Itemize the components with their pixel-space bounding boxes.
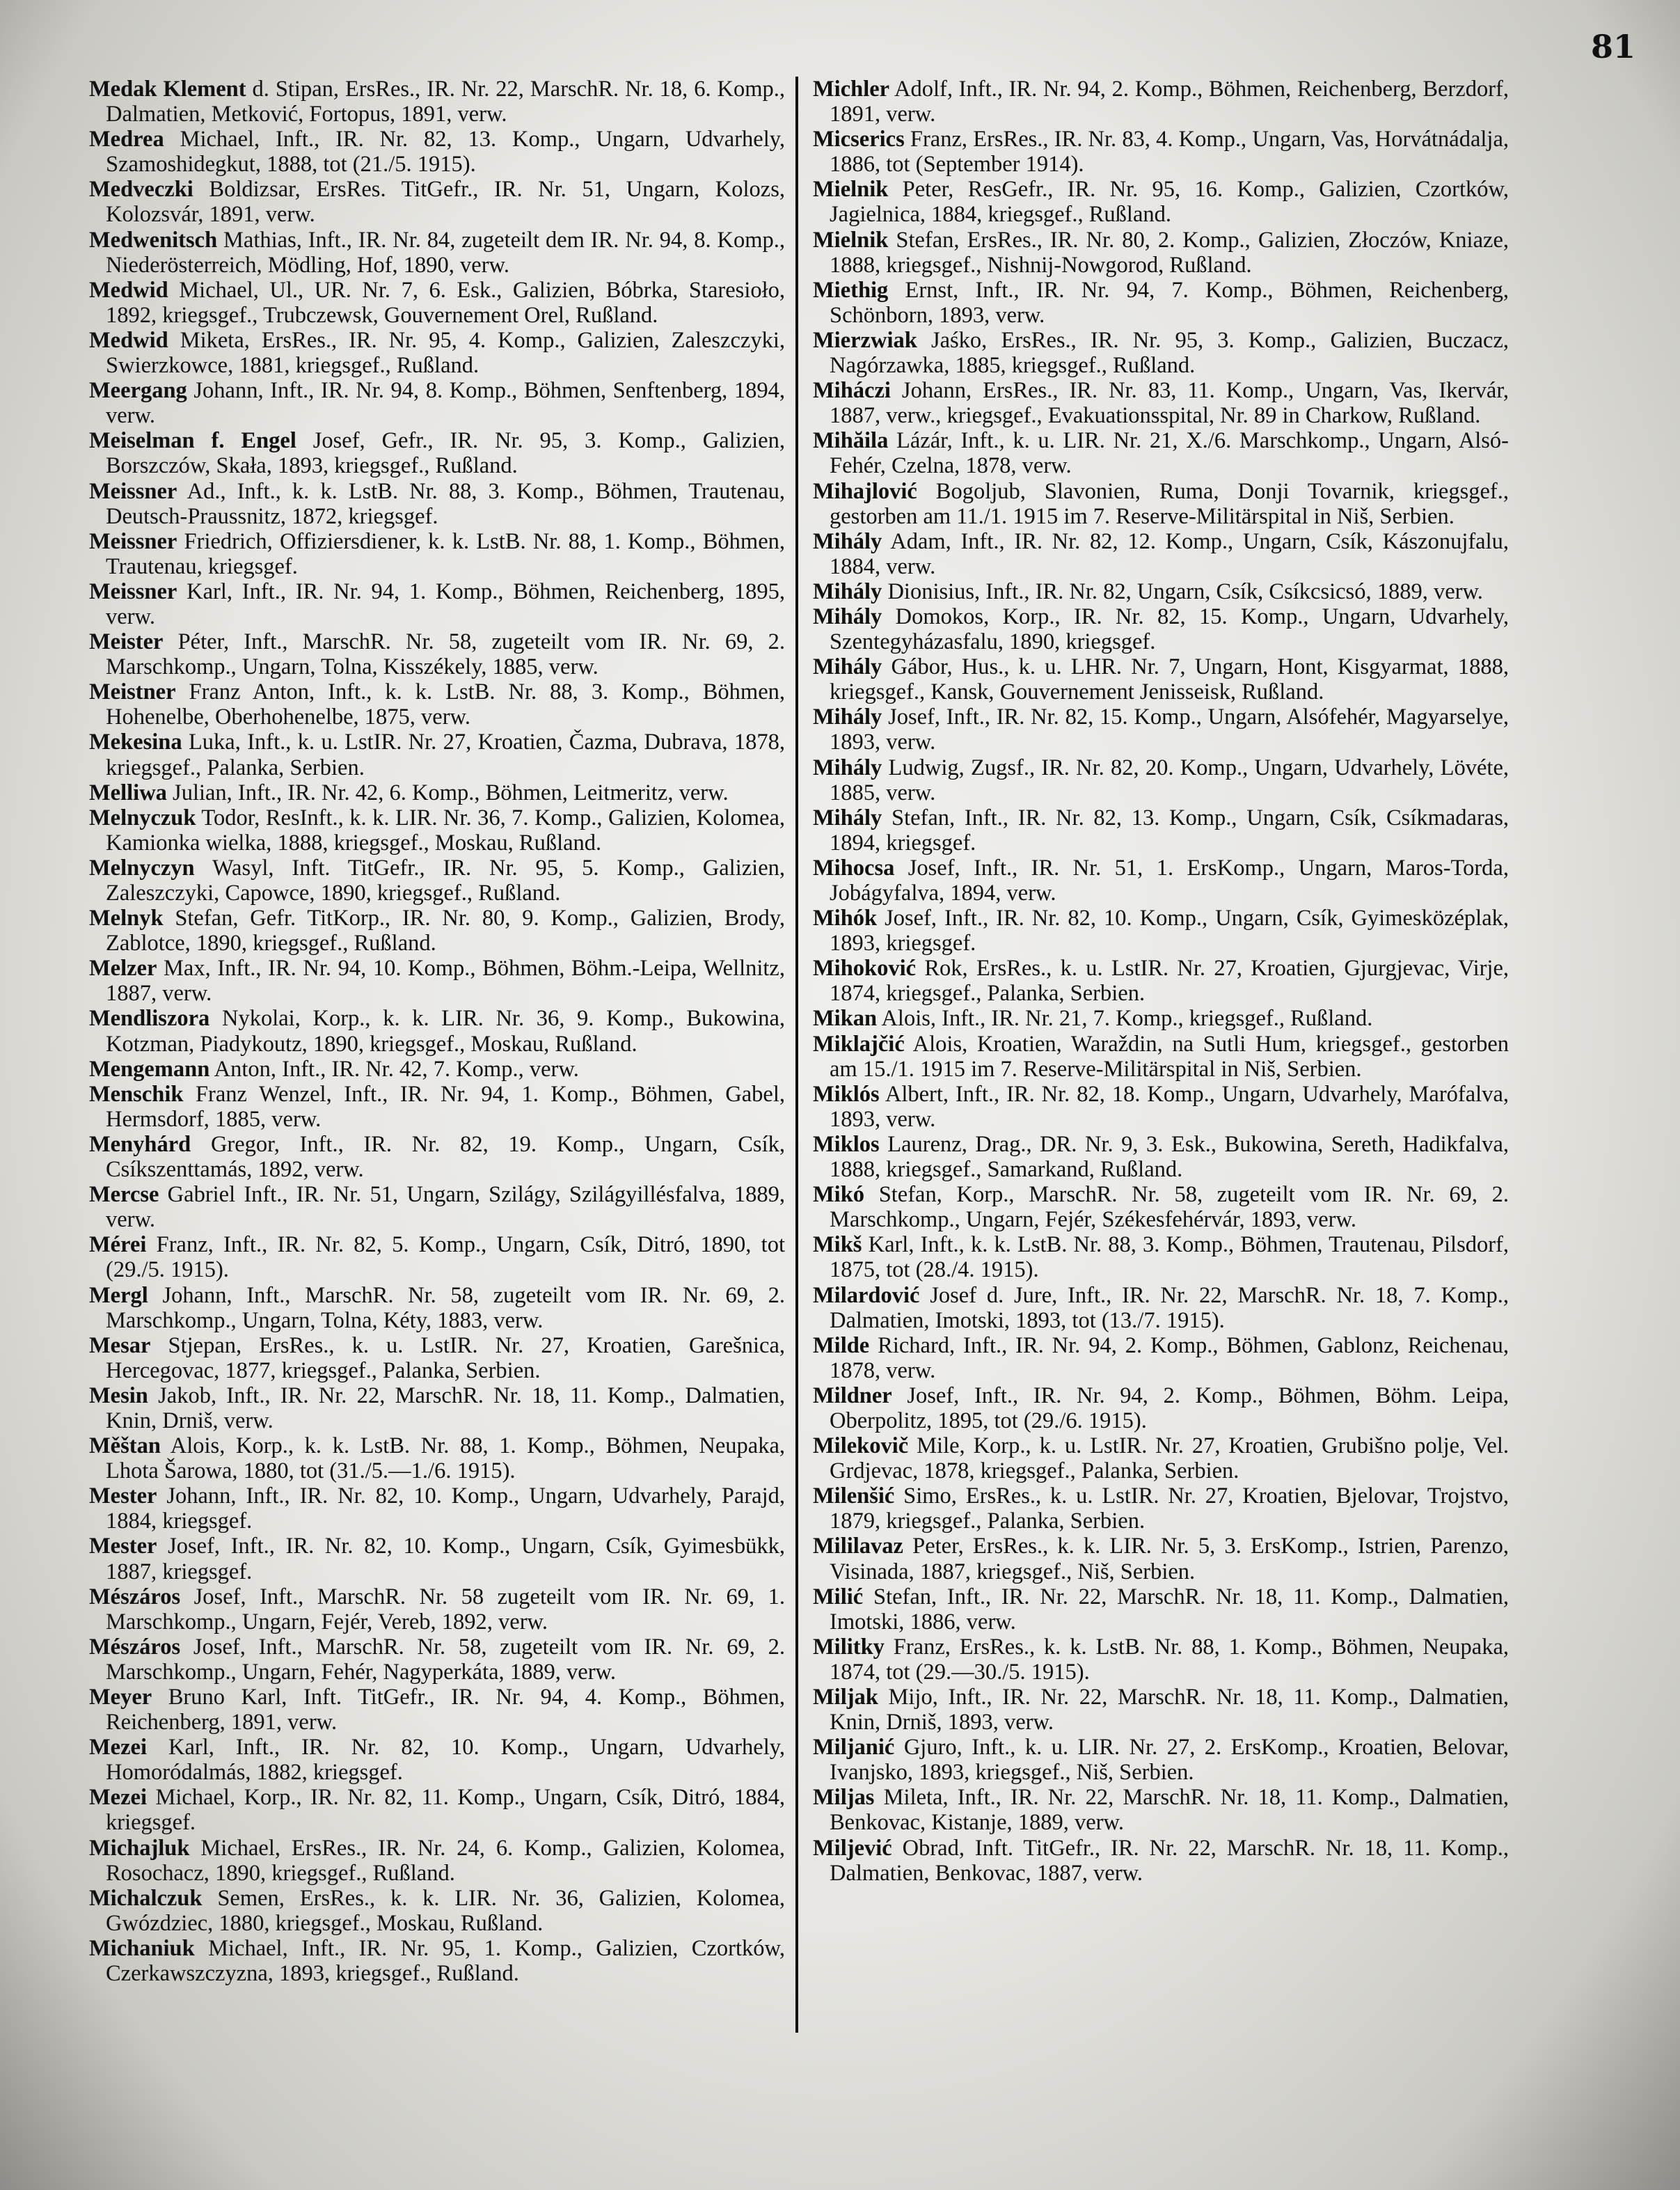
register-entry [813,1132,1509,1182]
register-entry [813,1006,1509,1031]
register-entry [89,579,785,629]
entry-details: Gjuro, Inft., k. u. LIR. Nr. 27, 2. ErsKomp., Kroatien, Belovar, Ivanjsko, 1893, kriegsgef., Niš, Serbien. [830,1735,1509,1786]
entry-details: Ludwig, Zugsf., IR. Nr. 82, 20. Komp., Ungarn, Udvarhely, Lövéte, 1885, verw. [830,755,1509,805]
register-entry [813,529,1509,579]
register-entry [813,1685,1509,1735]
entry-details: Mathias, Inft., IR. Nr. 84, zugeteilt dem IR. Nr. 94, 8. Komp., Niederösterreich, Mödling, Hof, 1890, verw. [106,227,785,278]
entry-details: Laurenz, Drag., DR. Nr. 9, 3. Esk., Bukowina, Sereth, Hadikfalva, 1888, kriegsgef., Samarkand, Rußland. [830,1131,1509,1183]
register-entry [89,1785,785,1835]
register-entry [89,228,785,278]
register-entry [89,428,785,478]
entry-details: Adam, Inft., IR. Nr. 82, 12. Komp., Ungarn, Csík, Kászonujfalu, 1884, verw. [830,528,1509,579]
entry-details: Ernst, Inft., IR. Nr. 94, 7. Komp., Böhmen, Reichenberg, Schönborn, 1893, verw. [830,277,1509,328]
entry-details: Peter, ResGefr., IR. Nr. 95, 16. Komp., Galizien, Czortków, Jagielnica, 1884, kriegsgef., Rußland. [830,177,1509,228]
entry-details: Boldizsar, ErsRes. TitGefr., IR. Nr. 51, Ungarn, Kolozs, Kolozsvár, 1891, verw. [106,177,785,228]
register-entry [813,1182,1509,1232]
entry-surname: Medrea [89,127,164,152]
entry-details: Ad., Inft., k. k. LstB. Nr. 88, 3. Komp., Böhmen, Trautenau, Deutsch-Praussnitz, 1872, kriegsgef. [106,478,785,529]
entry-surname: Mikan [813,1006,878,1032]
register-entry [89,730,785,780]
entry-surname: Miháczi [813,378,891,404]
entry-surname: Medak Klement [89,77,246,102]
register-entry [813,177,1509,227]
entry-details: Albert, Inft., IR. Nr. 82, 18. Komp., Ungarn, Udvarhely, Marófalva, 1893, verw. [830,1081,1509,1132]
register-entry [89,378,785,428]
register-entry [813,228,1509,278]
register-entry [89,1383,785,1433]
register-entry [813,1735,1509,1785]
entry-surname: Mengemann [89,1056,210,1082]
entry-details: Stefan, Korp., MarschR. Nr. 58, zugeteilt vom IR. Nr. 69, 2. Marschkomp., Ungarn, Fejér, Székesfehérvár, 1893, verw. [830,1182,1509,1233]
entry-details: d. Stipan, ErsRes., IR. Nr. 22, MarschR. Nr. 18, 6. Komp., Dalmatien, Metković, Fortopus, 1891, verw. [106,77,785,127]
entry-details: Gabriel Inft., IR. Nr. 51, Ungarn, Szilágy, Szilágyillésfalva, 1889, verw. [106,1182,785,1233]
register-entry [89,780,785,805]
entry-details: Josef, Inft., IR. Nr. 82, 15. Komp., Ungarn, Alsófehér, Magyarselye, 1893, verw. [830,704,1509,755]
entry-surname: Mergl [89,1282,148,1308]
entry-details: Josef, Inft., IR. Nr. 82, 10. Komp., Ungarn, Csík, Gyimesközéplak, 1893, kriegsgef. [830,906,1509,956]
entry-surname: Menschik [89,1081,184,1107]
entry-surname: Mikš [813,1232,862,1258]
entry-surname: Mercse [89,1182,159,1208]
register-entry [813,1433,1509,1483]
entry-details: Semen, ErsRes., k. k. LIR. Nr. 36, Galizien, Kolomea, Gwózdziec, 1880, kriegsgef., Moskau, Rußland. [106,1885,785,1936]
register-entry [89,1936,785,1986]
entry-surname: Michaniuk [89,1935,195,1961]
register-entry [813,77,1509,127]
entry-details: Bogoljub, Slavonien, Ruma, Donji Tovarnik, kriegsgef., gestorben am 11./1. 1915 im 7. Reserve-Militärspital in Niš, Serbien. [830,478,1509,529]
entry-surname: Medwid [89,327,168,353]
right-column [813,77,1509,1886]
entry-surname: Melzer [89,956,157,982]
entry-details: Stefan, Inft., IR. Nr. 82, 13. Komp., Ungarn, Csík, Csíkmadaras, 1894, kriegsgef. [830,805,1509,856]
entry-surname: Milić [813,1584,864,1609]
entry-surname: Mészáros [89,1584,181,1609]
entry-surname: Mesar [89,1332,151,1358]
register-entry [813,1232,1509,1282]
entry-surname: Mesin [89,1382,148,1408]
entry-surname: Melliwa [89,780,167,805]
entry-surname: Mihály [813,528,882,554]
entry-surname: Mihály [813,604,882,629]
entry-surname: Michalczuk [89,1885,203,1911]
register-entry [813,704,1509,755]
register-entry [813,278,1509,328]
register-entry [89,679,785,730]
entry-details: Stjepan, ErsRes., k. u. LstIR. Nr. 27, Kroatien, Garešnica, Hercegovac, 1877, kriegsgef., Palanka, Serbien. [106,1332,785,1383]
entry-surname: Mihajlović [813,478,917,504]
entry-details: Péter, Inft., MarschR. Nr. 58, zugeteilt vom IR. Nr. 69, 2. Marschkomp., Ungarn, Tolna, Kisszékely, 1885, verw. [106,629,785,680]
entry-surname: Melnyczuk [89,805,196,830]
page-number: 81 [1590,28,1635,65]
entry-details: Michael, Inft., IR. Nr. 95, 1. Komp., Galizien, Czortków, Czerkawszczyzna, 1893, kriegsgef., Rußland. [106,1935,785,1987]
register-entry [813,328,1509,378]
register-entry [89,1132,785,1182]
entry-details: Josef, Inft., IR. Nr. 94, 2. Komp., Böhmen, Böhm. Leipa, Oberpolitz, 1895, tot (29./6. 1915). [830,1382,1509,1433]
left-column [89,77,785,1986]
entry-details: Michael, Korp., IR. Nr. 82, 11. Komp., Ungarn, Csík, Ditró, 1884, kriegsgef. [106,1785,785,1836]
entry-details: Karl, Inft., IR. Nr. 94, 1. Komp., Böhmen, Reichenberg, 1895, verw. [106,578,785,629]
entry-surname: Mihók [813,906,878,931]
entry-surname: Meissner [89,478,177,504]
entry-details: Josef, Inft., MarschR. Nr. 58, zugeteilt vom IR. Nr. 69, 2. Marschkomp., Ungarn, Fehér, Nagyperkáta, 1889, verw. [106,1634,785,1685]
register-entry [813,805,1509,856]
entry-details: Franz Anton, Inft., k. k. LstB. Nr. 88, 3. Komp., Böhmen, Hohenelbe, Oberhohenelbe, 1875, verw. [106,679,785,730]
register-entry [89,1057,785,1082]
register-entry [813,604,1509,654]
entry-surname: Mihály [813,704,882,730]
entry-surname: Meergang [89,378,187,404]
entry-details: Michael, Ul., UR. Nr. 7, 6. Esk., Galizien, Bóbrka, Staresioło, 1892, kriegsgef., Trubczewsk, Gouvernement Orel, Rußland. [106,277,785,328]
entry-details: Stefan, Gefr. TitKorp., IR. Nr. 80, 9. Komp., Galizien, Brody, Zablotce, 1890, kriegsgef., Rußland. [106,906,785,956]
entry-surname: Mezei [89,1785,147,1811]
register-entry [89,1836,785,1886]
entry-surname: Meissner [89,528,177,554]
entry-details: Johann, Inft., IR. Nr. 94, 8. Komp., Böhmen, Senftenberg, 1894, verw. [106,378,785,429]
entry-details: Jakob, Inft., IR. Nr. 22, MarschR. Nr. 18, 11. Komp., Dalmatien, Knin, Drniš, verw. [106,1382,785,1433]
entry-surname: Miljas [813,1785,875,1811]
entry-details: Michael, ErsRes., IR. Nr. 24, 6. Komp., Galizien, Kolomea, Rosochacz, 1890, kriegsgef., Rußland. [106,1835,785,1886]
register-entry [813,1082,1509,1132]
entry-details: Richard, Inft., IR. Nr. 94, 2. Komp., Böhmen, Gablonz, Reichenau, 1878, verw. [830,1332,1509,1383]
register-entry [89,1634,785,1685]
entry-details: Karl, Inft., k. k. LstB. Nr. 88, 3. Komp., Böhmen, Trautenau, Pilsdorf, 1875, tot (28./4. 1915). [830,1232,1509,1283]
register-entry [89,1082,785,1132]
entry-surname: Milardović [813,1282,920,1308]
entry-surname: Mierzwiak [813,327,917,353]
entry-surname: Meissner [89,578,177,604]
entry-surname: Miljević [813,1835,892,1861]
entry-surname: Mester [89,1534,157,1559]
entry-surname: Michajluk [89,1835,190,1861]
entry-surname: Miklos [813,1131,880,1157]
register-entry [89,1886,785,1936]
entry-details: Lázár, Inft., k. u. LIR. Nr. 21, X./6. Marschkomp., Ungarn, Alsó-Fehér, Czelna, 1878, verw. [830,428,1509,479]
entry-surname: Medwid [89,277,168,303]
register-entry [813,1333,1509,1383]
register-entry [89,1433,785,1483]
entry-details: Karl, Inft., IR. Nr. 82, 10. Komp., Ungarn, Udvarhely, Homoródalmás, 1882, kriegsgef. [106,1735,785,1786]
entry-details: Mijo, Inft., IR. Nr. 22, MarschR. Nr. 18, 11. Komp., Dalmatien, Knin, Drniš, 1893, verw. [830,1685,1509,1735]
register-entry [813,856,1509,906]
register-entry [89,177,785,227]
register-entry [813,127,1509,177]
entry-details: Anton, Inft., IR. Nr. 42, 7. Komp., verw. [209,1056,579,1082]
entry-details: Miketa, ErsRes., IR. Nr. 95, 4. Komp., Galizien, Zaleszczyki, Swierzkowce, 1881, kriegsgef., Rußland. [106,327,785,379]
column-divider [795,77,798,2033]
register-entry [813,1836,1509,1886]
entry-details: Todor, ResInft., k. k. LIR. Nr. 36, 7. Komp., Galizien, Kolomea, Kamionka wielka, 1888, kriegsgef., Moskau, Rußland. [106,805,785,856]
entry-surname: Mészáros [89,1634,181,1660]
entry-surname: Mihăila [813,428,889,454]
entry-surname: Menyhárd [89,1131,191,1157]
register-entry [813,1534,1509,1584]
entry-details: Michael, Inft., IR. Nr. 82, 13. Komp., Ungarn, Udvarhely, Szamoshidegkut, 1888, tot (21./5. 1915). [106,127,785,178]
entry-details: Josef, Inft., IR. Nr. 51, 1. ErsKomp., Ungarn, Maros-Torda, Jobágyfalva, 1894, verw. [830,855,1509,906]
register-entry [89,805,785,856]
entry-surname: Měštan [89,1433,161,1459]
entry-details: Alois, Korp., k. k. LstB. Nr. 88, 1. Komp., Böhmen, Neupaka, Lhota Šarowa, 1880, tot (31./5.—1./6. 1915). [106,1433,785,1484]
entry-surname: Meistner [89,679,176,705]
register-entry [813,579,1509,604]
entry-details: Alois, Kroatien, Waraždin, na Sutli Hum, kriegsgef., gestorben am 15./1. 1915 im 7. Reserve-Militärspital in Niš, Serbien. [830,1031,1509,1082]
entry-surname: Milenšić [813,1483,895,1509]
register-entry [89,1534,785,1584]
entry-surname: Miljanić [813,1735,895,1760]
register-entry [89,1006,785,1056]
entry-details: Gábor, Hus., k. u. LHR. Nr. 7, Ungarn, Hont, Kisgyarmat, 1888, kriegsgef., Kansk, Gouvernement Jenisseisk, Rußland. [830,654,1509,705]
entry-surname: Mihály [813,805,882,830]
entry-surname: Miljak [813,1685,878,1710]
entry-surname: Mikó [813,1182,865,1208]
entry-surname: Mielnik [813,177,889,203]
register-entry [89,1685,785,1735]
entry-details: Nykolai, Korp., k. k. LIR. Nr. 36, 9. Komp., Bukowina, Kotzman, Piadykoutz, 1890, kriegsgef., Moskau, Rußland. [106,1006,785,1057]
register-entry [89,127,785,177]
entry-details: Alois, Inft., IR. Nr. 21, 7. Komp., kriegsgef., Rußland. [877,1006,1373,1032]
register-entry [89,479,785,529]
entry-surname: Mendliszora [89,1006,210,1032]
entry-details: Max, Inft., IR. Nr. 94, 10. Komp., Böhmen, Böhm.-Leipa, Wellnitz, 1887, verw. [106,956,785,1007]
register-entry [813,906,1509,956]
entry-details: Josef d. Jure, Inft., IR. Nr. 22, MarschR. Nr. 18, 7. Komp., Dalmatien, Imotski, 1893, tot (13./7. 1915). [830,1282,1509,1333]
entry-surname: Meiselman f. Engel [89,428,296,454]
register-entry [89,629,785,679]
entry-surname: Mililavaz [813,1534,903,1559]
entry-details: Josef, Inft., MarschR. Nr. 58 zugeteilt vom IR. Nr. 69, 1. Marschkomp., Ungarn, Fejér, Vereb, 1892, verw. [106,1584,785,1634]
register-entry [813,1785,1509,1835]
register-entry [89,1283,785,1333]
register-entry [813,654,1509,704]
register-entry [813,956,1509,1006]
entry-details: Mileta, Inft., IR. Nr. 22, MarschR. Nr. 18, 11. Komp., Dalmatien, Benkovac, Kistanje, 1889, verw. [830,1785,1509,1836]
entry-details: Johann, ErsRes., IR. Nr. 83, 11. Komp., Ungarn, Vas, Ikervár, 1887, verw., kriegsgef., Evakuationsspital, Nr. 89 in Charkow, Rußland. [830,378,1509,429]
entry-details: Julian, Inft., IR. Nr. 42, 6. Komp., Böhmen, Leitmeritz, verw. [166,780,729,805]
register-entry [813,428,1509,478]
entry-surname: Mihoković [813,956,917,982]
entry-details: Franz Wenzel, Inft., IR. Nr. 94, 1. Komp., Böhmen, Gabel, Hermsdorf, 1885, verw. [106,1081,785,1132]
register-entry [89,1182,785,1232]
entry-surname: Miethig [813,277,889,303]
entry-details: Dionisius, Inft., IR. Nr. 82, Ungarn, Csík, Csíkcsicsó, 1889, verw. [882,578,1483,604]
entry-details: Franz, Inft., IR. Nr. 82, 5. Komp., Ungarn, Csík, Ditró, 1890, tot (29./5. 1915). [106,1232,785,1283]
entry-details: Franz, ErsRes., IR. Nr. 83, 4. Komp., Ungarn, Vas, Horvátnádalja, 1886, tot (September 1914). [830,127,1509,178]
entry-surname: Meyer [89,1685,152,1710]
entry-surname: Mihály [813,578,882,604]
entry-details: Rok, ErsRes., k. u. LstIR. Nr. 27, Kroatien, Gjurgjevac, Virje, 1874, kriegsgef., Palanka, Serbien. [830,956,1509,1007]
entry-details: Gregor, Inft., IR. Nr. 82, 19. Komp., Ungarn, Csík, Csíkszenttamás, 1892, verw. [106,1131,785,1183]
register-entry [813,1634,1509,1685]
register-entry [89,1333,785,1383]
entry-surname: Mekesina [89,730,182,755]
entry-details: Obrad, Inft. TitGefr., IR. Nr. 22, MarschR. Nr. 18, 11. Komp., Dalmatien, Benkovac, 1887, verw. [830,1835,1509,1886]
entry-details: Peter, ErsRes., k. k. LIR. Nr. 5, 3. ErsKomp., Istrien, Parenzo, Visinada, 1887, kriegsgef., Niš, Serbien. [830,1534,1509,1584]
entry-details: Simo, ErsRes., k. u. LstIR. Nr. 27, Kroatien, Bjelovar, Trojstvo, 1879, kriegsgef., Palanka, Serbien. [830,1483,1509,1534]
entry-surname: Militky [813,1634,885,1660]
register-entry [813,1032,1509,1082]
entry-surname: Melnyczyn [89,855,195,881]
register-entry [813,1584,1509,1634]
entry-surname: Milekovič [813,1433,909,1459]
entry-surname: Miklós [813,1081,880,1107]
entry-details: Luka, Inft., k. u. LstIR. Nr. 27, Kroatien, Čazma, Dubrava, 1878, kriegsgef., Palanka, Serbien. [106,730,785,780]
entry-details: Bruno Karl, Inft. TitGefr., IR. Nr. 94, 4. Komp., Böhmen, Reichenberg, 1891, verw. [106,1685,785,1735]
entry-surname: Micserics [813,127,905,152]
register-entry [89,278,785,328]
register-entry [813,1383,1509,1433]
entry-surname: Mihály [813,654,882,680]
register-entry [89,856,785,906]
entry-surname: Medwenitsch [89,227,218,253]
register-entry [89,1483,785,1534]
entry-surname: Mezei [89,1735,147,1760]
entry-surname: Michler [813,77,890,102]
entry-details: Domokos, Korp., IR. Nr. 82, 15. Komp., Ungarn, Udvarhely, Szentegyházasfalu, 1890, kriegsgef. [830,604,1509,655]
entry-details: Josef, Inft., IR. Nr. 82, 10. Komp., Ungarn, Csík, Gyimesbükk, 1887, kriegsgef. [106,1534,785,1584]
register-entry [813,378,1509,428]
entry-details: Johann, Inft., MarschR. Nr. 58, zugeteilt vom IR. Nr. 69, 2. Marschkomp., Ungarn, Tolna, Kéty, 1883, verw. [106,1282,785,1333]
register-entry [89,1735,785,1785]
entry-details: Mile, Korp., k. u. LstIR. Nr. 27, Kroatien, Grubišno polje, Vel. Grdjevac, 1878, kriegsgef., Palanka, Serbien. [830,1433,1509,1484]
register-entry [89,1232,785,1282]
register-entry [89,1584,785,1634]
entry-details: Josef, Gefr., IR. Nr. 95, 3. Komp., Galizien, Borszczów, Skała, 1893, kriegsgef., Rußland. [106,428,785,479]
register-entry [813,479,1509,529]
register-entry [89,328,785,378]
entry-surname: Mérei [89,1232,147,1258]
register-entry [89,956,785,1006]
entry-details: Adolf, Inft., IR. Nr. 94, 2. Komp., Böhmen, Reichenberg, Berzdorf, 1891, verw. [830,77,1509,127]
entry-surname: Mielnik [813,227,889,253]
entry-surname: Mihály [813,755,882,780]
entry-details: Friedrich, Offiziersdiener, k. k. LstB. Nr. 88, 1. Komp., Böhmen, Trautenau, kriegsgef. [106,528,785,579]
entry-details: Wasyl, Inft. TitGefr., IR. Nr. 95, 5. Komp., Galizien, Zaleszczyki, Capowce, 1890, kriegsgef., Rußland. [106,855,785,906]
entry-details: Franz, ErsRes., k. k. LstB. Nr. 88, 1. Komp., Böhmen, Neupaka, 1874, tot (29.—30./5. 1915). [830,1634,1509,1685]
entry-details: Johann, Inft., IR. Nr. 82, 10. Komp., Ungarn, Udvarhely, Parajd, 1884, kriegsgef. [106,1483,785,1534]
entry-surname: Mildner [813,1382,892,1408]
entry-details: Stefan, ErsRes., IR. Nr. 80, 2. Komp., Galizien, Złoczów, Kniaze, 1888, kriegsgef., Nishnij-Nowgorod, Rußland. [830,227,1509,278]
entry-surname: Meister [89,629,164,655]
entry-details: Jaśko, ErsRes., IR. Nr. 95, 3. Komp., Galizien, Buczacz, Nagórzawka, 1885, kriegsgef., Rußland. [830,327,1509,379]
entry-surname: Mester [89,1483,157,1509]
entry-details: Stefan, Inft., IR. Nr. 22, MarschR. Nr. 18, 11. Komp., Dalmatien, Imotski, 1886, verw. [830,1584,1509,1634]
entry-surname: Medveczki [89,177,193,203]
entry-surname: Melnyk [89,906,164,931]
register-entry [813,1283,1509,1333]
register-entry [813,1483,1509,1534]
register-entry [89,77,785,127]
entry-surname: Miklajčić [813,1031,905,1057]
entry-surname: Mihocsa [813,855,895,881]
register-entry [89,906,785,956]
register-entry [89,529,785,579]
entry-surname: Milde [813,1332,870,1358]
register-entry [813,755,1509,805]
